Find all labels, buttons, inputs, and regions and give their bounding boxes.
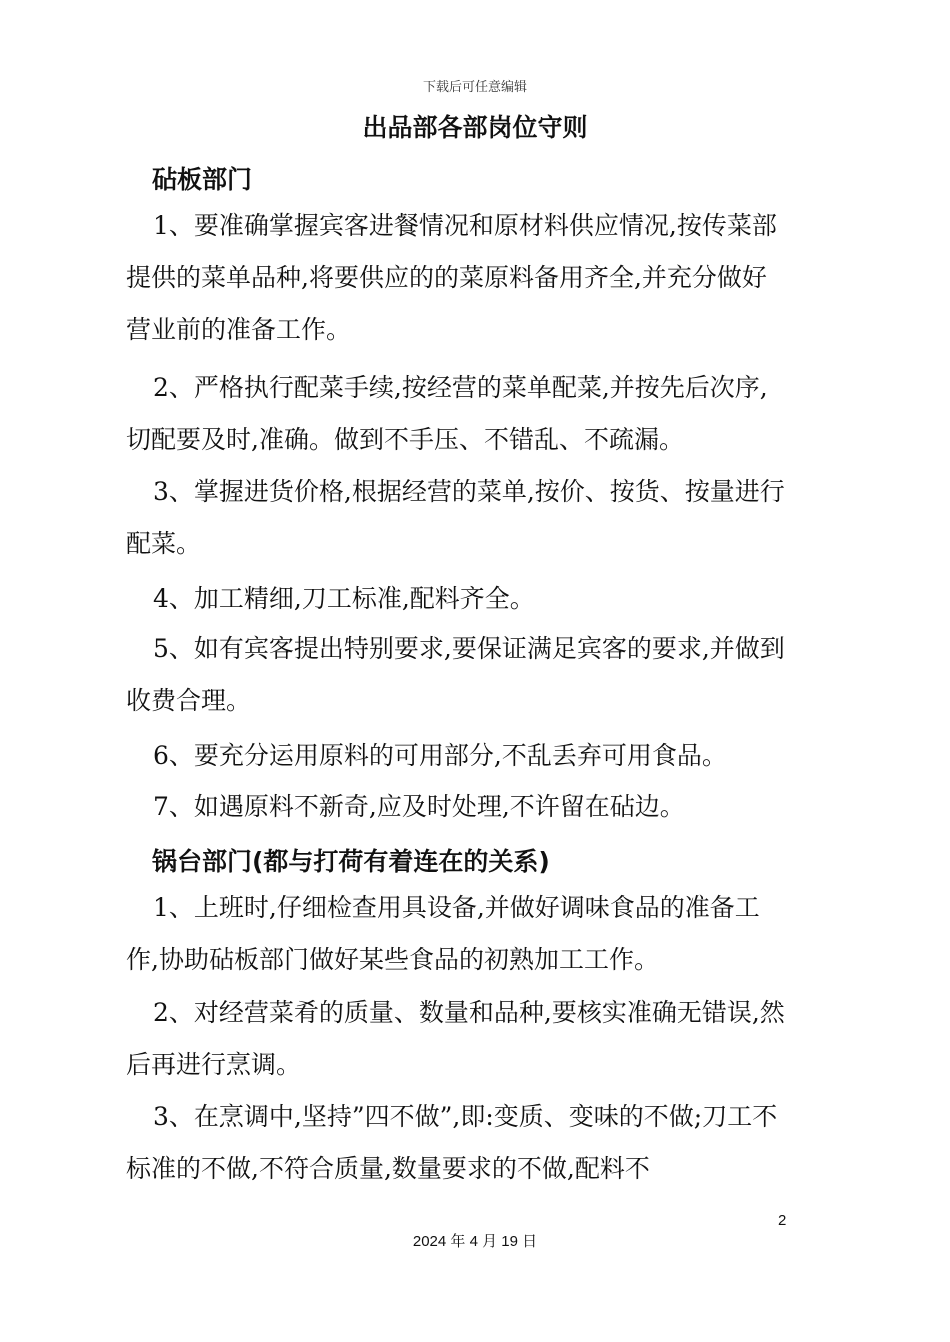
list-item: 5、如有宾客提出特别要求,要保证满足宾客的要求,并做到收费合理。	[126, 634, 785, 715]
footer-date: 2024 年 4 月 19 日	[412, 1233, 538, 1250]
list-item: 2、对经营菜肴的质量、数量和品种,要核实准确无错误,然后再进行烹调。	[126, 998, 785, 1079]
section-heading-chopping: 砧板部门	[152, 165, 253, 194]
list-item: 6、要充分运用原料的可用部分,不乱丢弃可用食品。	[153, 741, 727, 770]
list-item: 3、在烹调中,坚持”四不做”,即:变质、变味的不做;刀工不标准的不做,不符合质量,数量要求的不做,配料不	[126, 1102, 778, 1183]
header-note: 下载后可任意编辑	[422, 80, 527, 95]
list-item: 7、如遇原料不新奇,应及时处理,不许留在砧边。	[153, 792, 685, 821]
list-item: 4、加工精细,刀工标准,配料齐全。	[153, 584, 535, 613]
list-item: 3、掌握进货价格,根据经营的菜单,按价、按货、按量进行配菜。	[126, 477, 785, 558]
section-heading-wok: 锅台部门(都与打荷有着连在的关系)	[152, 847, 550, 876]
page-number: 2	[778, 1212, 787, 1229]
list-item: 1、上班时,仔细检查用具设备,并做好调味食品的准备工作,协助砧板部门做好某些食品的初熟加工工作。	[126, 893, 760, 974]
page-title: 出品部各部岗位守则	[362, 113, 588, 142]
list-item: 1、要准确掌握宾客进餐情况和原材料供应情况,按传菜部提供的菜单品种,将要供应的的菜原料备用齐全,并充分做好营业前的准备工作。	[126, 211, 777, 344]
list-item: 2、严格执行配菜手续,按经营的菜单配菜,并按先后次序,切配要及时,准确。做到不手压、不错乱、不疏漏。	[126, 373, 768, 454]
